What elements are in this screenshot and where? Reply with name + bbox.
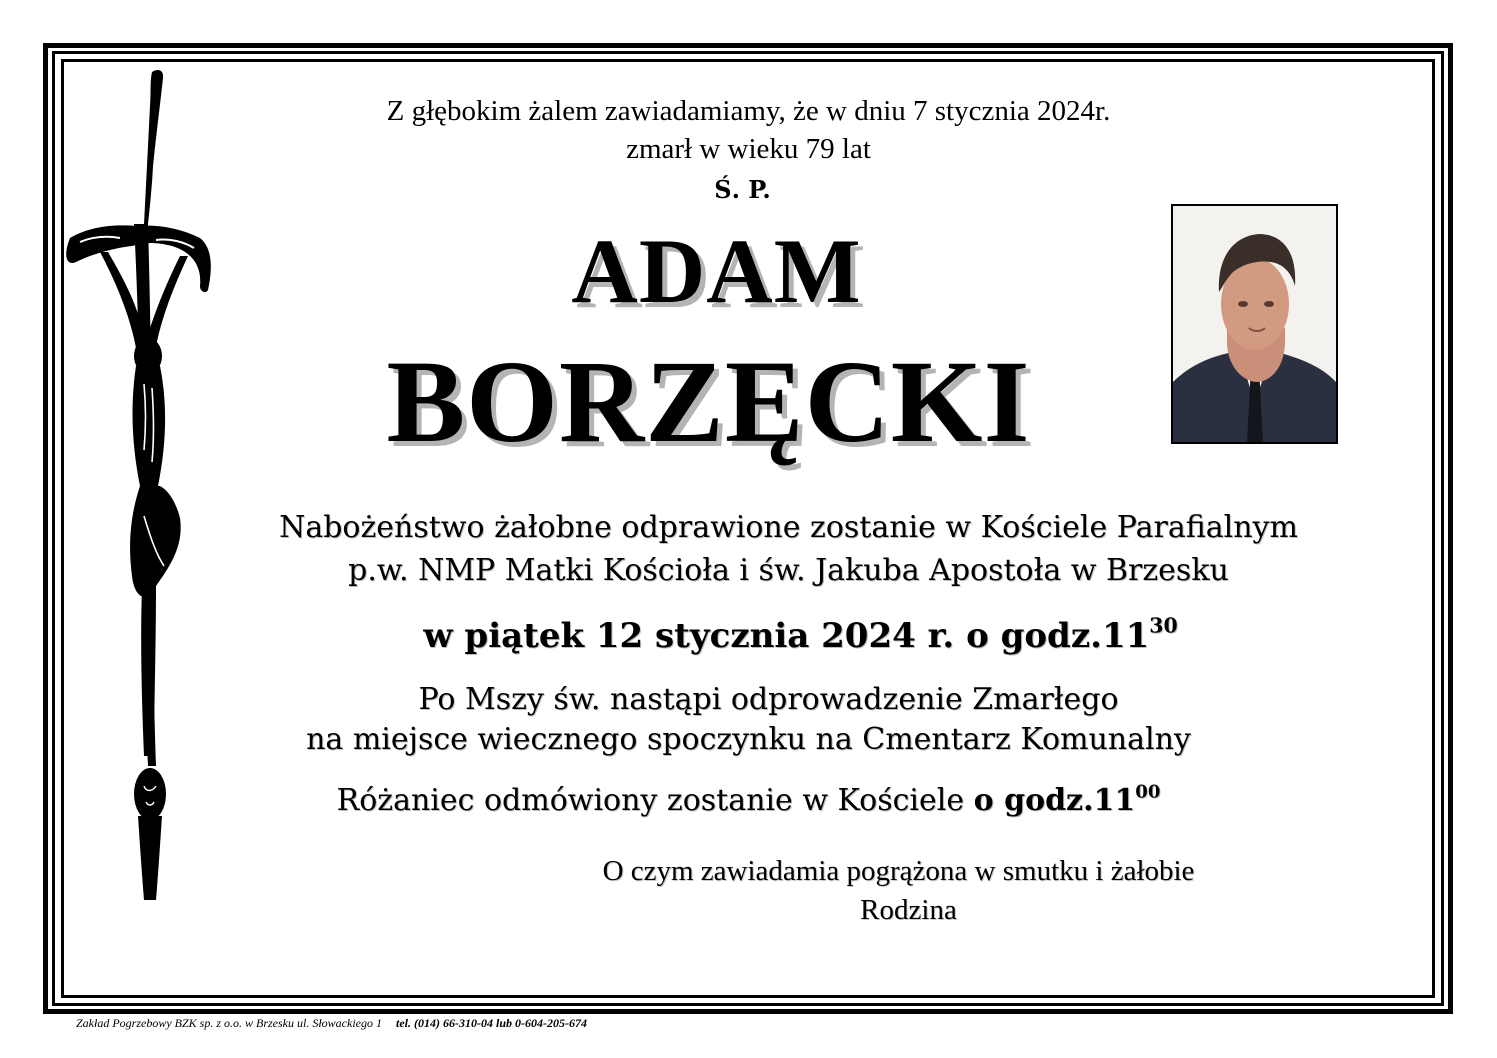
rosary-text: Różaniec odmówiony zostanie w Kościele: [336, 783, 974, 818]
service-line-2: p.w. NMP Matki Kościoła i św. Jakuba Apostoła w Brzesku: [348, 553, 1229, 588]
honorific: Ś. P.: [714, 175, 771, 204]
footer-phone: tel. (014) 66-310-04 lub 0-604-205-674: [396, 1016, 587, 1030]
footer: [76, 1016, 587, 1031]
burial-line-1: Po Mszy św. nastąpi odprowadzenie Zmarłego: [418, 682, 1119, 717]
rosary-minutes: 00: [1135, 781, 1161, 803]
rosary-time: o godz.11: [973, 783, 1136, 818]
first-name: ADAM: [571, 220, 862, 322]
portrait-photo: [1171, 204, 1338, 444]
service-line-1: Nabożeństwo żałobne odprawione zostanie w Kościele Parafialnym: [279, 510, 1298, 545]
rosary-line: [0, 783, 1497, 818]
footer-company: Zakład Pogrzebowy BZK sp. z o.o. w Brzesku ul. Słowackiego 1: [76, 1016, 382, 1030]
closing-line: O czym zawiadamia pogrążona w smutku i żałobie: [602, 855, 1195, 887]
intro-line-2: zmarł w wieku 79 lat: [626, 133, 871, 165]
funeral-date-text: w piątek 12 stycznia 2024 r. o godz.11: [423, 616, 1150, 656]
signature: Rodzina: [860, 894, 957, 926]
funeral-date-minutes: 30: [1149, 613, 1178, 638]
funeral-date: [52, 613, 1497, 656]
last-name: BORZĘCKI: [386, 336, 1031, 467]
burial-line-2: na miejsce wiecznego spoczynku na Cmentarz Komunalny: [306, 722, 1191, 757]
intro-line-1: Z głębokim żalem zawiadamiamy, że w dniu 7 stycznia 2024r.: [386, 95, 1111, 127]
